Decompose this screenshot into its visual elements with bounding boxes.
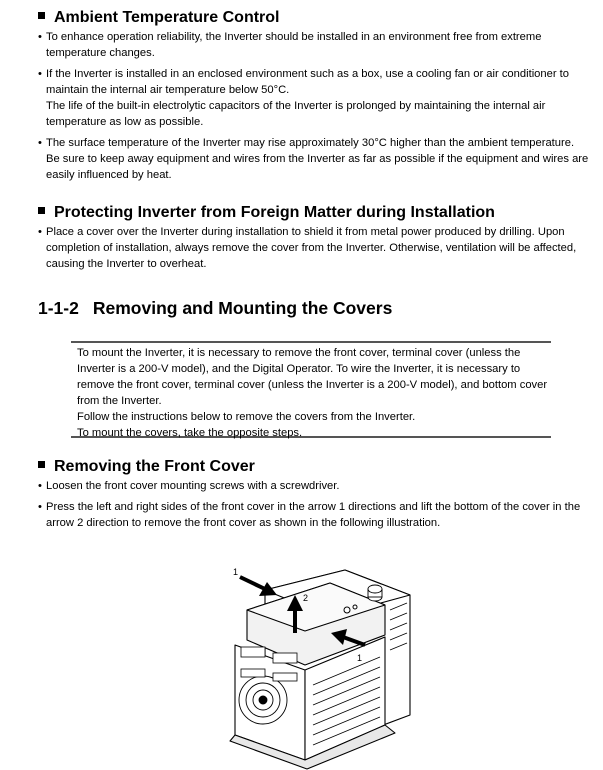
ambient-bullet-list (38, 29, 589, 188)
front-heading-text: Removing the Front Cover (54, 458, 255, 475)
note-paragraph: To mount the Inverter, it is necessary to remove the front cover, terminal cover (unless the Inverter is a 200-V model), and the Digital Operator. To wire the Inverter, it is necessary to remove the front cover, terminal cover (unless the Inverter is a 200-V model), and bottom cover from the Inverter. (77, 347, 548, 407)
note-paragraph: Follow the instructions below to remove the covers from the Inverter. (77, 411, 416, 423)
section-title (38, 298, 392, 319)
ambient-heading (38, 8, 280, 28)
bullet-text: • Place a cover over the Inverter during installation to shield it from metal power produced by drilling. Upon completion of installation, always remove the cover from the Inverter. Otherwise, ventilation will be affected, causing the Inverter to overheat. (46, 226, 577, 270)
section-title-text: Removing and Mounting the Covers (92, 298, 393, 318)
foreign-heading-text: Protecting Inverter from Foreign Matter during Installation (54, 204, 495, 221)
front-heading (38, 457, 255, 477)
bullet-text: • To enhance operation reliability, the Inverter should be installed in an environment free from extreme temperature changes. (46, 31, 542, 59)
front-bullet-list (38, 478, 589, 536)
heading-square-icon (38, 12, 45, 19)
arrow-label-2: 2 (303, 593, 309, 603)
knob-icon (368, 585, 382, 601)
foreign-bullet-list (38, 224, 589, 277)
inverter-illustration (225, 565, 420, 770)
screw-icon (353, 605, 357, 609)
arrow-label-1b: 1 (357, 653, 363, 663)
arrow-1-left-icon (240, 577, 277, 596)
foreign-heading (38, 203, 495, 223)
bullet-text: • The surface temperature of the Inverter may rise approximately 30°C higher than the ambient temperature. Be sure to keep away equipment and wires from the Inverter as far as possible if the equipment and wires are easily influenced by heat. (46, 137, 589, 181)
heading-square-icon (38, 207, 45, 214)
screw-icon (344, 607, 350, 613)
fan-icon (239, 676, 287, 724)
bullet-extra-text: The life of the built-in electrolytic capacitors of the Inverter is prolonged by maintaining the internal air temperature as low as possible. (46, 100, 546, 128)
list-item (38, 499, 589, 531)
list-item (38, 478, 589, 494)
heading-square-icon (38, 461, 45, 468)
list-item (38, 135, 589, 183)
note-box (71, 341, 551, 438)
arrow-label-1: 1 (233, 567, 239, 577)
bullet-text: • If the Inverter is installed in an enclosed environment such as a box, use a cooling fan or air conditioner to maintain the internal air temperature below 50°C. (46, 68, 570, 96)
section-number: 1-1-2 (38, 298, 79, 318)
list-item (38, 224, 589, 272)
bullet-text: • Press the left and right sides of the front cover in the arrow 1 directions and lift the bottom of the cover in the arrow 2 direction to remove the front cover as shown in the following illustration. (46, 501, 581, 529)
ambient-heading-text: Ambient Temperature Control (54, 9, 280, 26)
list-item (38, 29, 589, 61)
bullet-text: • Loosen the front cover mounting screws with a screwdriver. (46, 480, 340, 492)
list-item (38, 66, 589, 130)
note-paragraph: To mount the covers, take the opposite steps. (77, 427, 303, 439)
